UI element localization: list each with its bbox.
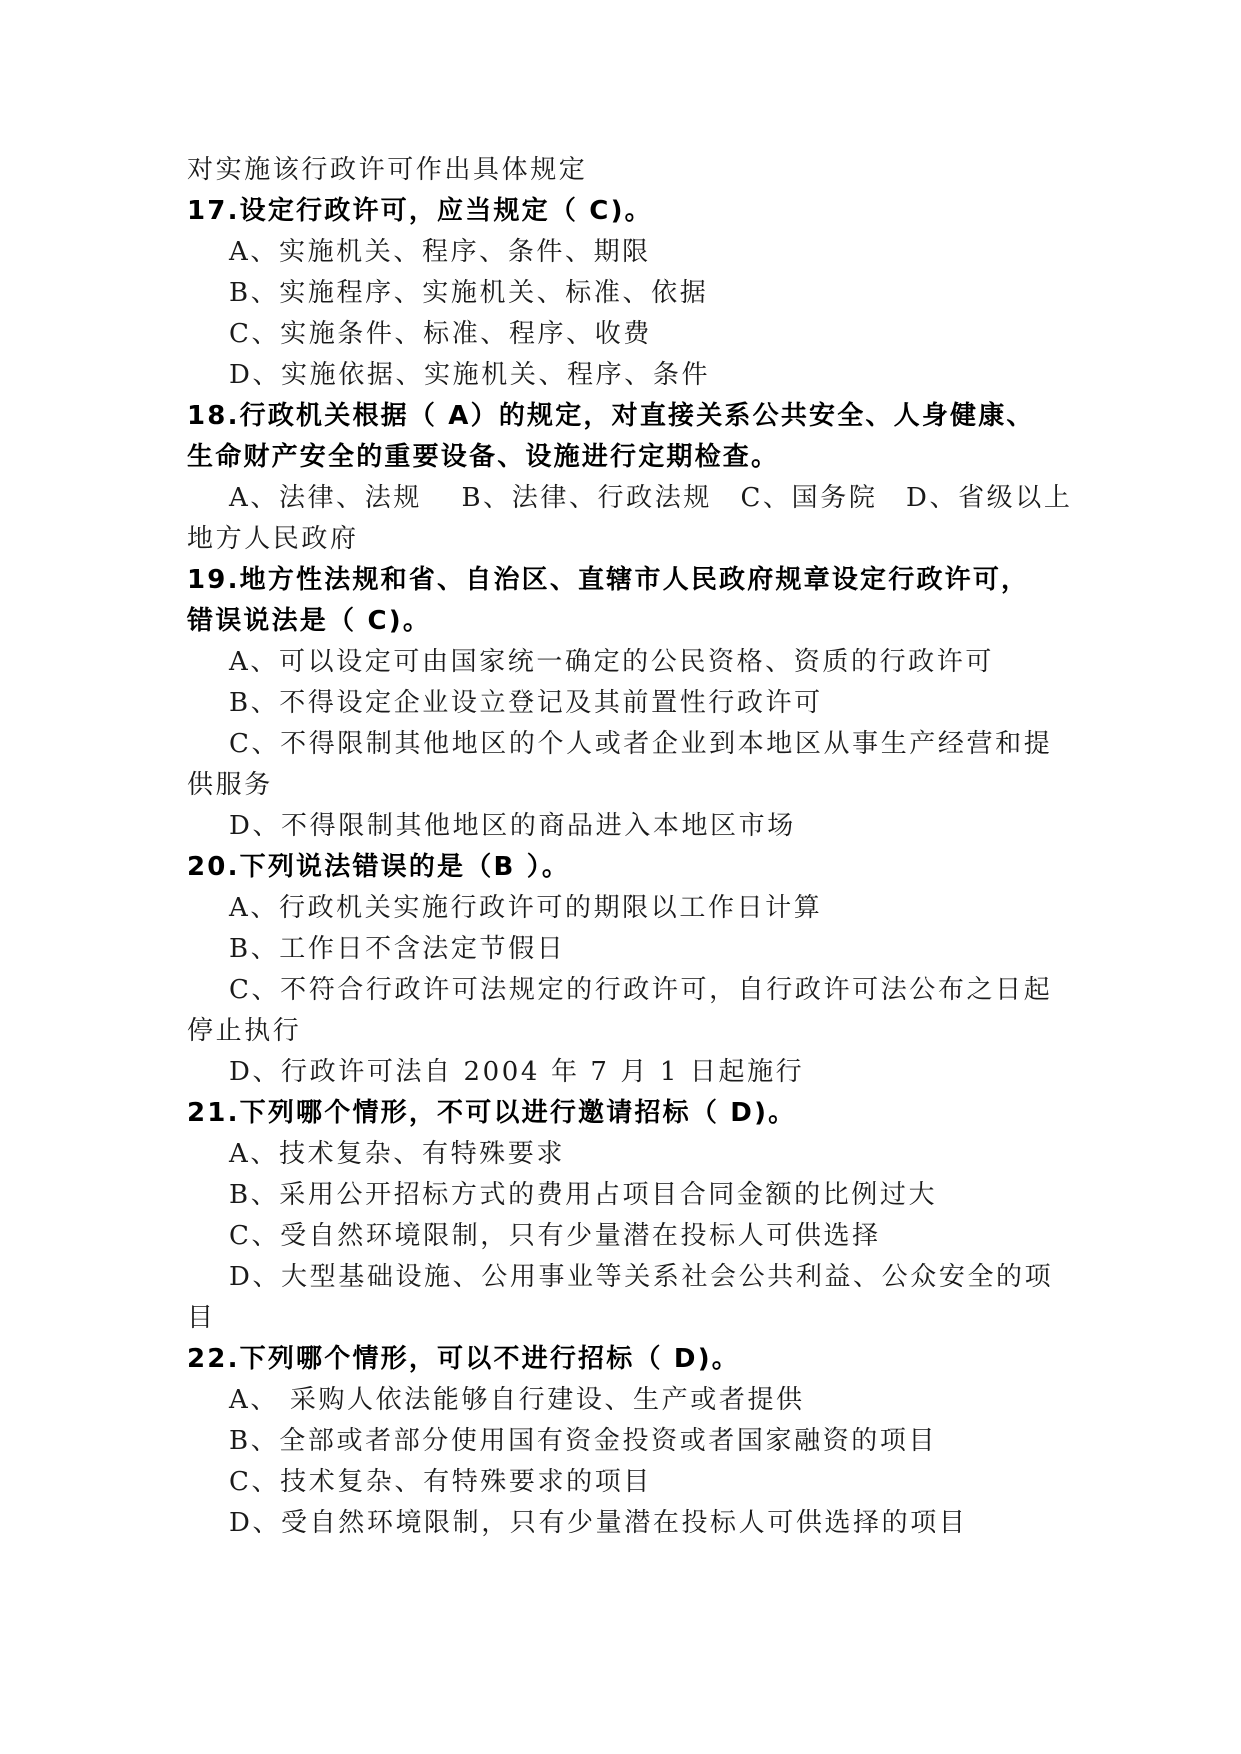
question-18 (187, 396, 1073, 560)
intro-continuation: 对实施该行政许可作出具体规定 (187, 155, 588, 185)
q20-option-d: D、行政许可法自 2004 年 7 月 1 日起施行 (229, 1057, 805, 1087)
q18-options-cont: 地方人民政府 (187, 524, 359, 554)
q20-option-a: A、行政机关实施行政许可的期限以工作日计算 (229, 893, 823, 923)
q22-option-d: D、受自然环境限制，只有少量潜在投标人可供选择的项目 (229, 1508, 968, 1538)
q19-option-c-cont: 供服务 (187, 770, 273, 800)
q21-option-b: B、采用公开招标方式的费用占项目合同金额的比例过大 (229, 1180, 938, 1210)
question-17 (187, 191, 1067, 396)
q18-options: A、法律、法规 B、法律、行政法规 C、国务院 D、省级以上 (229, 483, 1073, 513)
question-21 (187, 1093, 1067, 1339)
q22-option-c: C、技术复杂、有特殊要求的项目 (229, 1467, 652, 1497)
question-19-title: 19.地方性法规和省、自治区、直辖市人民政府规章设定行政许可， (187, 565, 1030, 595)
q22-option-a: A、 采购人依法能够自行建设、生产或者提供 (229, 1385, 805, 1415)
q19-option-d: D、不得限制其他地区的商品进入本地区市场 (229, 811, 796, 841)
question-20 (187, 847, 1067, 1093)
question-18-title-cont: 生命财产安全的重要设备、设施进行定期检查。 (187, 442, 780, 472)
q20-option-b: B、工作日不含法定节假日 (229, 934, 566, 964)
q17-option-a: A、实施机关、程序、条件、期限 (229, 237, 651, 267)
q19-option-c: C、不得限制其他地区的个人或者企业到本地区从事生产经营和提 (229, 729, 1053, 759)
q21-option-d-cont: 目 (187, 1303, 216, 1333)
question-19 (187, 560, 1067, 847)
q17-option-c: C、实施条件、标准、程序、收费 (229, 319, 652, 349)
question-22 (187, 1339, 1067, 1544)
q21-option-d: D、大型基础设施、公用事业等关系社会公共利益、公众安全的项 (229, 1262, 1054, 1292)
document-body (187, 150, 1073, 1544)
q20-option-c-cont: 停止执行 (187, 1016, 302, 1046)
q19-option-b: B、不得设定企业设立登记及其前置性行政许可 (229, 688, 823, 718)
question-18-title: 18.行政机关根据（ A）的规定，对直接关系公共安全、人身健康、 (187, 401, 1035, 431)
q21-option-c: C、受自然环境限制，只有少量潜在投标人可供选择 (229, 1221, 881, 1251)
q21-option-a: A、技术复杂、有特殊要求 (229, 1139, 565, 1169)
q17-option-d: D、实施依据、实施机关、程序、条件 (229, 360, 711, 390)
question-17-title: 17.设定行政许可，应当规定（ C)。 (187, 196, 653, 226)
q22-option-b: B、全部或者部分使用国有资金投资或者国家融资的项目 (229, 1426, 938, 1456)
question-22-title: 22.下列哪个情形，可以不进行招标（ D)。 (187, 1344, 740, 1374)
q20-option-c: C、不符合行政许可法规定的行政许可，自行政许可法公布之日起 (229, 975, 1053, 1005)
q17-option-b: B、实施程序、实施机关、标准、依据 (229, 278, 709, 308)
question-21-title: 21.下列哪个情形，不可以进行邀请招标（ D)。 (187, 1098, 797, 1128)
question-19-title-cont: 错误说法是（ C)。 (187, 606, 432, 636)
question-20-title: 20.下列说法错误的是（B ）。 (187, 852, 571, 882)
q19-option-a: A、可以设定可由国家统一确定的公民资格、资质的行政许可 (229, 647, 994, 677)
